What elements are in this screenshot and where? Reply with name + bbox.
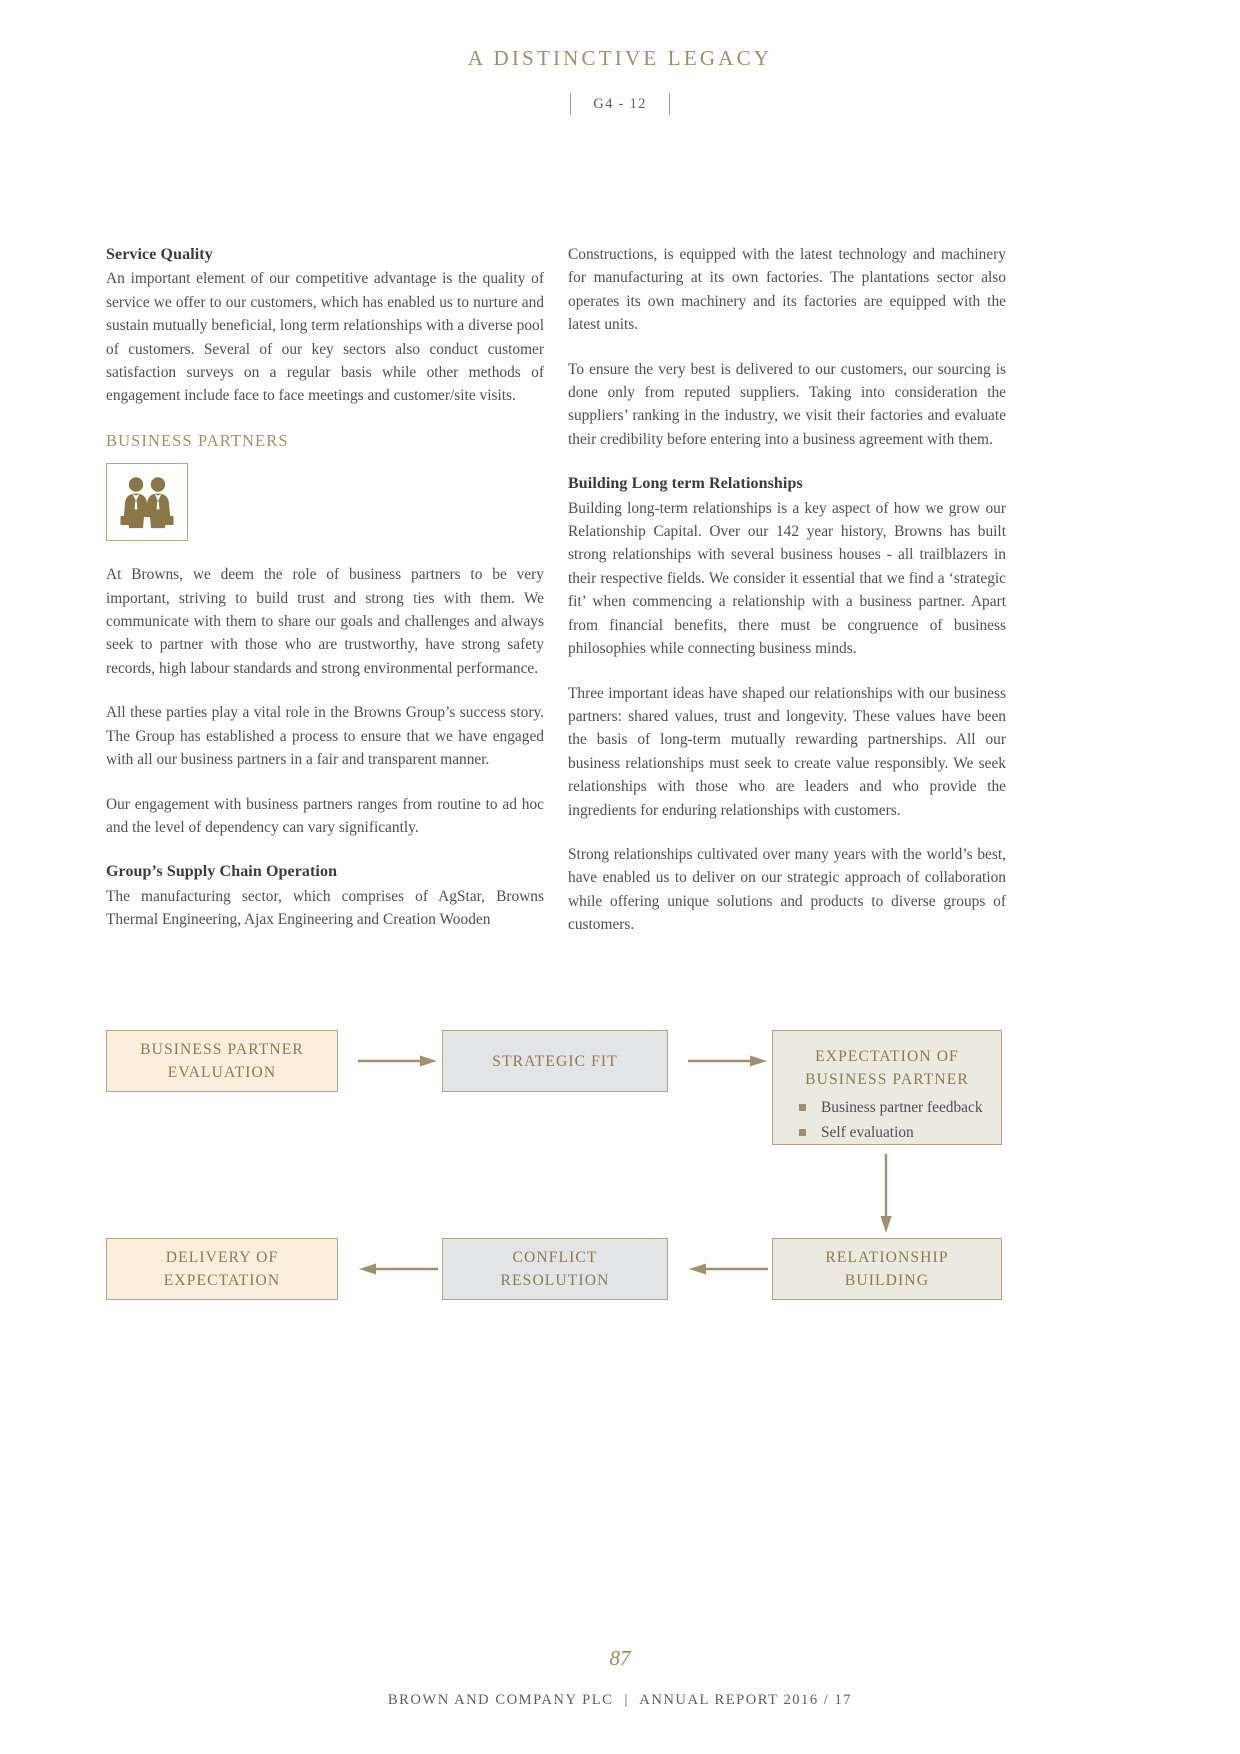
box-label-line2: BUILDING xyxy=(844,1272,930,1289)
expectation-bullet-list xyxy=(773,1095,1001,1145)
left-paragraph-2: All these parties play a vital role in the Browns Group’s success story. The Group has established a process to ensure that we have engaged with all our business partners in a fair and transparent manner. xyxy=(106,704,544,769)
right-paragraph-4: Three important ideas have shaped our relationships with our business partners: shared values, trust and longevity. These values have been the basis of long-term mutually rewarding partnerships. All our business relationships must seek to create value responsibly. We seek relationships with those who are leaders and who provide the ingredients for enduring relationships with customers. xyxy=(568,684,1006,819)
footer-report: ANNUAL REPORT 2016 / 17 xyxy=(639,1692,853,1708)
arrow-evaluation-to-strategic-fit xyxy=(358,1054,438,1073)
right-paragraph-5: Strong relationships cultivated over many years with the world’s best, have enabled us to deliver on our strategic approach of collaboration while offering unique solutions and products to diverse groups of customers. xyxy=(568,845,1006,934)
diagram-box-conflict-resolution xyxy=(442,1238,668,1300)
business-partners-label: BUSINESS PARTNERS xyxy=(106,430,289,450)
page-title: A DISTINCTIVE LEGACY xyxy=(467,46,773,70)
business-partners-icon xyxy=(106,463,188,541)
footer xyxy=(0,1692,1240,1709)
diagram-box-delivery-of-expectation xyxy=(106,1238,338,1300)
header-rule-right xyxy=(669,93,670,115)
supply-chain-paragraph: The manufacturing sector, which comprises of AgStar, Browns Thermal Engineering, Ajax Engineering and Creation Wooden xyxy=(106,887,544,929)
supply-chain-heading: Group’s Supply Chain Operation xyxy=(106,863,338,881)
box-label-line1: CONFLICT xyxy=(512,1249,598,1266)
arrow-conflict-resolution-to-delivery xyxy=(358,1262,438,1281)
business-partner-process-diagram xyxy=(106,1030,1106,1360)
arrow-relationship-building-to-conflict-resolution xyxy=(688,1262,768,1281)
service-quality-heading: Service Quality xyxy=(106,246,213,263)
building-relationships-heading: Building Long term Relationships xyxy=(568,475,803,493)
bullet-text: Business partner feedback xyxy=(821,1099,983,1116)
left-paragraph-3: Our engagement with business partners ranges from routine to ad hoc and the level of dependency can vary significantly. xyxy=(106,795,544,836)
box-label-line2: EXPECTATION xyxy=(163,1272,281,1289)
square-bullet-icon xyxy=(799,1129,806,1136)
right-column xyxy=(568,243,1006,958)
box-label-line2: BUSINESS PARTNER xyxy=(805,1071,969,1088)
box-label-line1: RELATIONSHIP xyxy=(825,1249,949,1266)
right-paragraph-2: To ensure the very best is delivered to our customers, our sourcing is done only from reputed suppliers. Taking into consideration the suppliers’ ranking in the industry, we visit their factories and evaluate their credibility before entering into a business agreement with them. xyxy=(568,360,1006,448)
left-paragraph-1: At Browns, we deem the role of business partners to be very important, striving to build trust and strong ties with them. We communicate with them to share our goals and challenges and always seek to partner with those who are trustworthy, have strong safety records, high labour standards and strong environmental performance. xyxy=(106,566,544,677)
box-label-line2: RESOLUTION xyxy=(500,1272,610,1289)
header-tag-row xyxy=(0,93,1240,115)
page-number: 87 xyxy=(609,1646,631,1670)
arrow-strategic-fit-to-expectation xyxy=(688,1054,768,1073)
right-paragraph-1: Constructions, is equipped with the latest technology and machinery for manufacturing at its own factories. The plantations sector also operates its own machinery and its factories are equipped with the latest units. xyxy=(568,246,1006,334)
gri-tag: G4 - 12 xyxy=(593,95,647,112)
service-quality-paragraph: An important element of our competitive advantage is the quality of service we offer to our customers, which has enabled us to nurture and sustain mutually beneficial, long term relationships with a diverse pool of customers. Several of our key sectors also conduct customer satisfaction surveys on a regular basis while other methods of engagement include face to face meetings and customer/site visits. xyxy=(106,270,544,405)
square-bullet-icon xyxy=(799,1104,806,1111)
bullet-text: Self evaluation xyxy=(821,1124,914,1141)
footer-separator: | xyxy=(624,1692,629,1708)
right-paragraph-3: Building long-term relationships is a key aspect of how we grow our Relationship Capital. Over our 142 year history, Browns has built strong relationships with several business houses - all trailblazers in their respective fields. We consider it essential that we find a ‘strategic fit’ when commencing a relationship with a business partner. Apart from financial benefits, there must be congruence of business philosophies while connecting business minds. xyxy=(568,499,1006,658)
box-label-line2: EVALUATION xyxy=(167,1064,277,1081)
list-item xyxy=(799,1095,1001,1120)
list-item xyxy=(799,1120,1001,1145)
box-label-line1: STRATEGIC FIT xyxy=(492,1052,618,1070)
left-column xyxy=(106,243,544,932)
diagram-box-expectation-of-business-partner xyxy=(772,1030,1002,1145)
box-label-line1: BUSINESS PARTNER xyxy=(140,1041,304,1058)
box-label-line1: DELIVERY OF xyxy=(165,1249,279,1266)
diagram-box-business-partner-evaluation xyxy=(106,1030,338,1092)
footer-company: BROWN AND COMPANY PLC xyxy=(387,1692,614,1708)
diagram-box-strategic-fit xyxy=(442,1030,668,1092)
page-header xyxy=(0,46,1240,115)
diagram-box-relationship-building xyxy=(772,1238,1002,1300)
arrow-expectation-to-relationship-building xyxy=(879,1154,893,1239)
box-label-line1: EXPECTATION OF xyxy=(815,1048,959,1065)
